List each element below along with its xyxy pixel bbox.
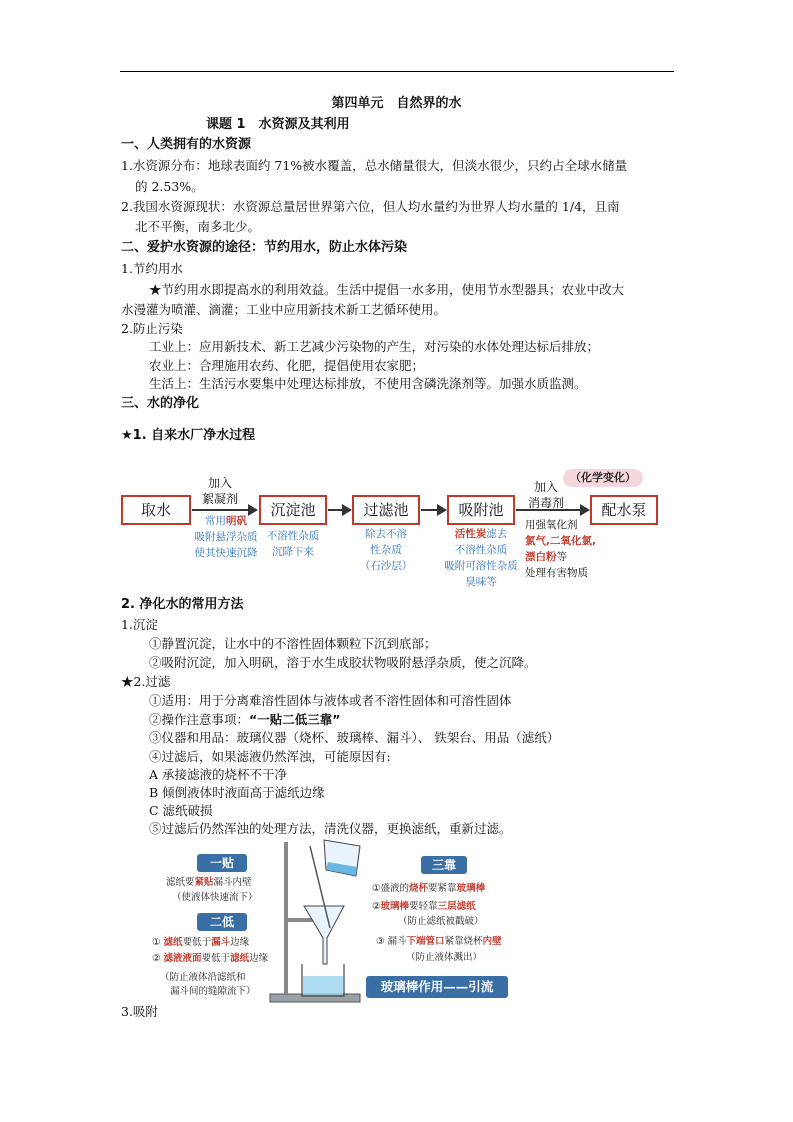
flow-arrow-3-head [437, 504, 447, 516]
flow-note5-line4: 处理有害物质 [525, 567, 588, 579]
yitie-line1: 滤纸要紧贴漏斗内壁 [166, 877, 252, 888]
s2-agriculture: 农业上：合理施用农药、化肥，提倡使用农家肥； [149, 358, 425, 373]
m2-C: C 滤纸破损 [149, 803, 213, 818]
flow-note3-line3: （石沙层） [359, 560, 413, 572]
flow-arrow-1 [192, 509, 248, 511]
flow-arrow-2 [328, 509, 342, 511]
flow-arrow-4-head [580, 504, 590, 516]
filtration-apparatus-illustration [260, 836, 370, 1006]
flow-note4-line3: 吸附可溶性杂质 [444, 560, 518, 572]
yitie-badge: 一贴 [197, 854, 247, 872]
sankao-line4: ③ 漏斗下端管口紧靠烧杯内壁 [376, 936, 502, 947]
flow-note4-line2: 不溶性杂质 [454, 544, 508, 556]
m2-4: ④过滤后，如果滤液仍然浑浊，可能原因有: [149, 749, 391, 764]
flow-arrow4-top: 加入 [533, 480, 558, 494]
flow-note5-line2: 氯气,二氧化氯, [525, 535, 596, 547]
chemical-change-tag: （化学变化） [563, 469, 643, 487]
s2-sub1: 1.节约用水 [121, 261, 183, 276]
flow-note3-line2: 性杂质 [370, 544, 402, 556]
yitie-line2: （使液体快速流下） [172, 892, 258, 903]
flow-note1-line2: 吸附悬浮杂质 [194, 531, 258, 543]
sankao-line2: ②玻璃棒要轻靠三层滤纸 [372, 901, 476, 912]
sankao-line3: （防止滤纸被戳破） [398, 916, 484, 927]
s2-save-a: ★节约用水即提高水的利用效益。生活中提倡一水多用，使用节水型器具；农业中改大 [149, 282, 625, 297]
flow-box-pump: 配水泵 [590, 495, 658, 525]
m2-2: ②操作注意事项：“一贴二低三靠” [149, 712, 341, 727]
section-1-heading: 一、人类拥有的水资源 [121, 137, 252, 152]
unit-title: 第四单元 自然界的水 [331, 96, 462, 111]
flow-arrow-2-head [342, 504, 352, 516]
flow-arrow1-bottom: 絮凝剂 [201, 492, 238, 506]
m2-heading: ★2.过滤 [121, 674, 171, 689]
m1-heading: 1.沉淀 [121, 617, 158, 632]
flow-note3-line1: 除去不溶 [365, 528, 407, 540]
flow-arrow1-top: 加入 [207, 476, 232, 490]
m1-b: ②吸附沉淀，加入明矾，溶于水生成胶状物吸附悬浮杂质，使之沉降。 [149, 655, 537, 670]
sankao-line1: ①盛液的烧杯要紧靠玻璃棒 [372, 883, 486, 894]
erdi-line3: （防止液体沿滤纸和 [160, 972, 246, 983]
s2-save-b: 水漫灌为喷灌、滴灌；工业中应用新技术新工艺循环使用。 [121, 302, 447, 317]
header-rule [120, 71, 674, 72]
s2-industry: 工业上：应用新技术、新工艺减少污染物的产生，对污染的水体处理达标后排放； [149, 339, 600, 354]
flow-arrow-3 [421, 509, 437, 511]
m2-3: ③仪器和用品：玻璃仪器（烧杯、玻璃棒、漏斗）、 铁架台、用品（滤纸） [149, 730, 560, 745]
m1-a: ①静置沉淀，让水中的不溶性固体颗粒下沉到底部； [149, 636, 437, 651]
m3-heading: 3.吸附 [121, 1004, 158, 1019]
erdi-line2: ② 滤液液面要低于滤纸边缘 [152, 953, 269, 964]
s1-para1b: 的 2.53%。 [135, 179, 204, 194]
m2-1: ①适用：用于分离难溶性固体与液体或者不溶性固体和可溶性固体 [149, 693, 512, 708]
s3-sub2: 2. 净化水的常用方法 [121, 597, 244, 612]
s3-sub1: ★1. 自来水厂净水过程 [121, 428, 256, 443]
sankao-badge: 三靠 [421, 856, 467, 874]
flow-note4-line4: 臭味等 [465, 576, 497, 588]
flow-box-intake: 取水 [121, 495, 191, 525]
flow-note1-line1: 常用明矾 [205, 515, 247, 527]
section-3-heading: 三、水的净化 [121, 396, 200, 411]
s1-para2a: 2.我国水资源现状：水资源总量居世界第六位，但人均水量约为世界人均水量的 1/4，且南 [121, 199, 620, 214]
flow-note2-line2: 沉降下来 [272, 546, 314, 558]
flow-note2-line1: 不溶性杂质 [266, 530, 320, 542]
m2-5: ⑤过滤后仍然浑浊的处理方法，清洗仪器，更换滤纸，重新过滤。 [149, 821, 512, 836]
flow-box-filtration: 过滤池 [352, 495, 420, 525]
section-2-heading: 二、爱护水资源的途径：节约用水，防止水体污染 [121, 240, 408, 255]
s1-para2b: 北不平衡，南多北少。 [135, 219, 261, 234]
flow-box-adsorption: 吸附池 [447, 495, 515, 525]
flow-note5-line3: 漂白粉等 [525, 551, 567, 563]
s2-life: 生活上：生活污水要集中处理达标排放，不使用含磷洗涤剂等。加强水质监测。 [149, 376, 587, 391]
m2-B: B 倾倒液体时液面高于滤纸边缘 [149, 785, 325, 800]
erdi-line1: ① 滤纸要低于漏斗边缘 [152, 937, 250, 948]
flow-note5-line1: 用强氧化剂 [525, 519, 578, 531]
glass-rod-role-badge: 玻璃棒作用——引流 [366, 976, 508, 998]
flow-note4-line1: 活性炭滤去 [454, 528, 508, 540]
flow-box-sedimentation: 沉淀池 [259, 495, 327, 525]
m2-A: A 承接滤液的烧杯不干净 [149, 767, 288, 782]
flow-note1-line3: 使其快速沉降 [194, 547, 258, 559]
erdi-badge: 二低 [197, 913, 247, 931]
lesson-title: 课题 1 水资源及其利用 [206, 117, 350, 132]
s1-para1a: 1.水资源分布：地球表面约 71%被水覆盖，总水储量很大，但淡水很少，只约占全球水储量 [121, 158, 628, 173]
erdi-line4: 漏斗间的缝隙流下） [170, 986, 256, 997]
s2-sub2: 2.防止污染 [121, 321, 183, 336]
flow-arrow4-bottom: 消毒剂 [527, 496, 564, 510]
sankao-line5: （防止液体溅出） [406, 952, 483, 963]
